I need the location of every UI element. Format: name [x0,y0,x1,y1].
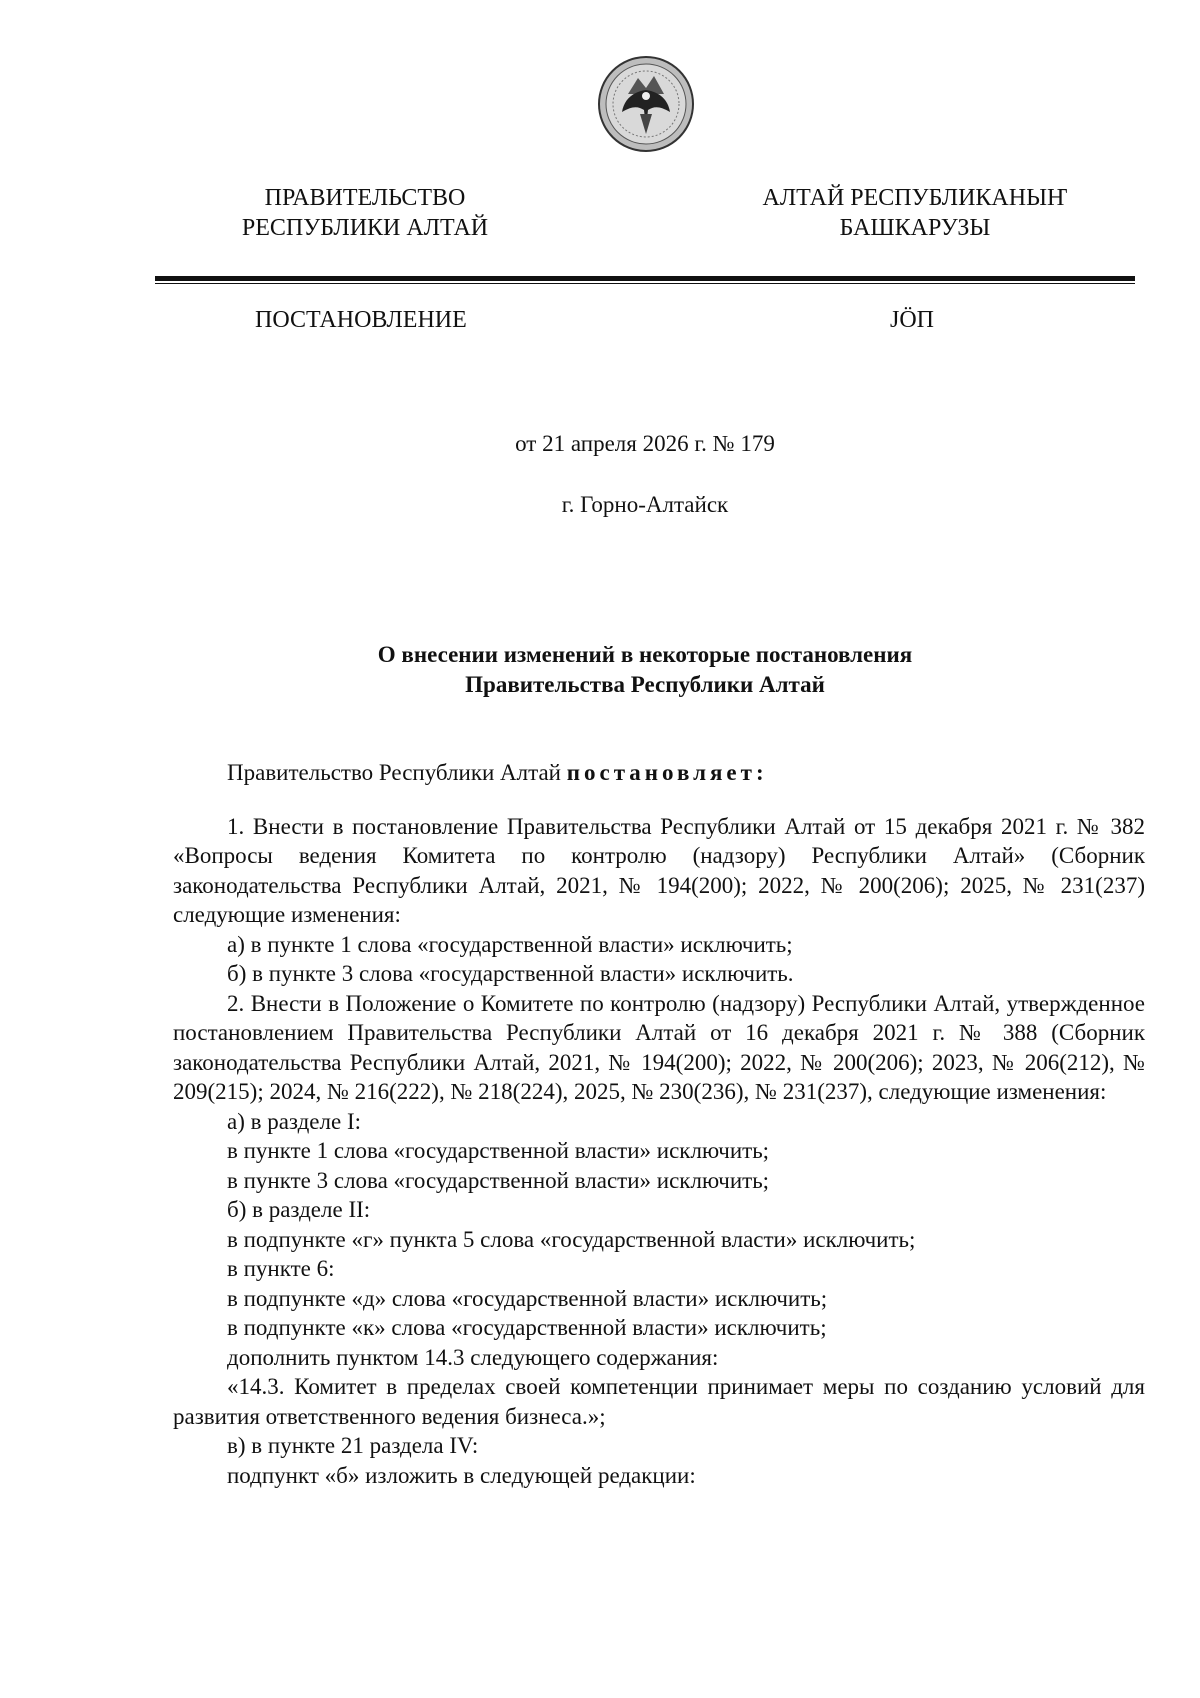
city: г. Горно-Алтайск [561,492,729,517]
preamble [173,758,1145,788]
paragraph-2b-item-4: в подпункте «к» слова «государственной власти» исключить; [227,1315,827,1340]
preamble-text: Правительство Республики Алтай [227,760,567,785]
preamble-verb: постановляет: [566,760,768,785]
document-subject [0,640,1200,700]
paragraph-2b-item-2: в пункте 6: [227,1256,335,1281]
header-right-line-1: АЛТАЙ РЕСПУБЛИКАНЫҤ [762,185,1068,211]
paragraph-2b: б) в разделе II: [227,1197,371,1222]
paragraph-2b-item-3: в подпункте «д» слова «государственной власти» исключить; [227,1285,828,1311]
header-right-line-2: БАШКАРУЗЫ [839,215,991,241]
paragraph-2a-item-1: в пункте 1 слова «государственной власти» исключить; [227,1138,770,1163]
date-and-number: от 21 апреля 2026 г. № 179 [515,431,775,456]
paragraph-1b: б) в пункте 3 слова «государственной власти» исключить. [227,961,794,986]
paragraph-2a: а) в разделе I: [227,1108,362,1134]
paragraph-2: 2. Внести в Положение о Комитете по контролю (надзору) Республики Алтай, утвержденное постановлением Правительства Республики Алтай от 16 декабря 2021 г. № 388 (Сборник законодательства Республики Алтай, 2021, № 194(200); 2022, № 200(206); 2023, № 206(212), № 209(215); 2024, № 216(222), № 218(224), 2025, № 230(236), № 231(237), следующие изменения: [173,990,1145,1104]
government-name-altai [730,183,1100,243]
header-divider-thick [155,276,1135,281]
paragraph-1: 1. Внести в постановление Правительства Республики Алтай от 15 декабря 2021 г. № 382 «Вопросы ведения Комитета по контролю (надзору) Республики Алтай» (Сборник законодательства Республики Алтай, 2021, № 194(200); 2022, № 200(206); 2025, № 231(237) следующие изменения: [173,813,1145,927]
subject-line-1: О внесении изменений в некоторые постановления [377,642,913,667]
paragraph-2b-item-1: в подпункте «г» пункта 5 слова «государственной власти» исключить; [227,1226,916,1252]
coat-of-arms-emblem [596,54,696,154]
paragraph-2c-item-1: подпункт «б» изложить в следующей редакции: [227,1462,696,1488]
government-name-russian [215,183,515,243]
header-left-line-1: ПРАВИТЕЛЬСТВО [264,185,466,211]
header-left-line-2: РЕСПУБЛИКИ АЛТАЙ [241,215,489,241]
subject-line-2: Правительства Республики Алтай [465,672,825,697]
paragraph-2b-quote: «14.3. Комитет в пределах своей компетенции принимает меры по созданию условий для развития ответственного ведения бизнеса.»; [173,1374,1145,1429]
doc-type-altai: JӦП [890,307,935,333]
doc-type-russian: ПОСТАНОВЛЕНИЕ [255,307,467,333]
paragraph-2b-item-5: дополнить пунктом 14.3 следующего содержания: [227,1344,719,1370]
header-divider-thin [155,283,1135,284]
paragraph-2c: в) в пункте 21 раздела IV: [227,1433,479,1458]
paragraph-2a-item-2: в пункте 3 слова «государственной власти» исключить; [227,1167,770,1193]
paragraph-1a: а) в пункте 1 слова «государственной власти» исключить; [227,931,793,957]
document-body [173,758,1145,1490]
